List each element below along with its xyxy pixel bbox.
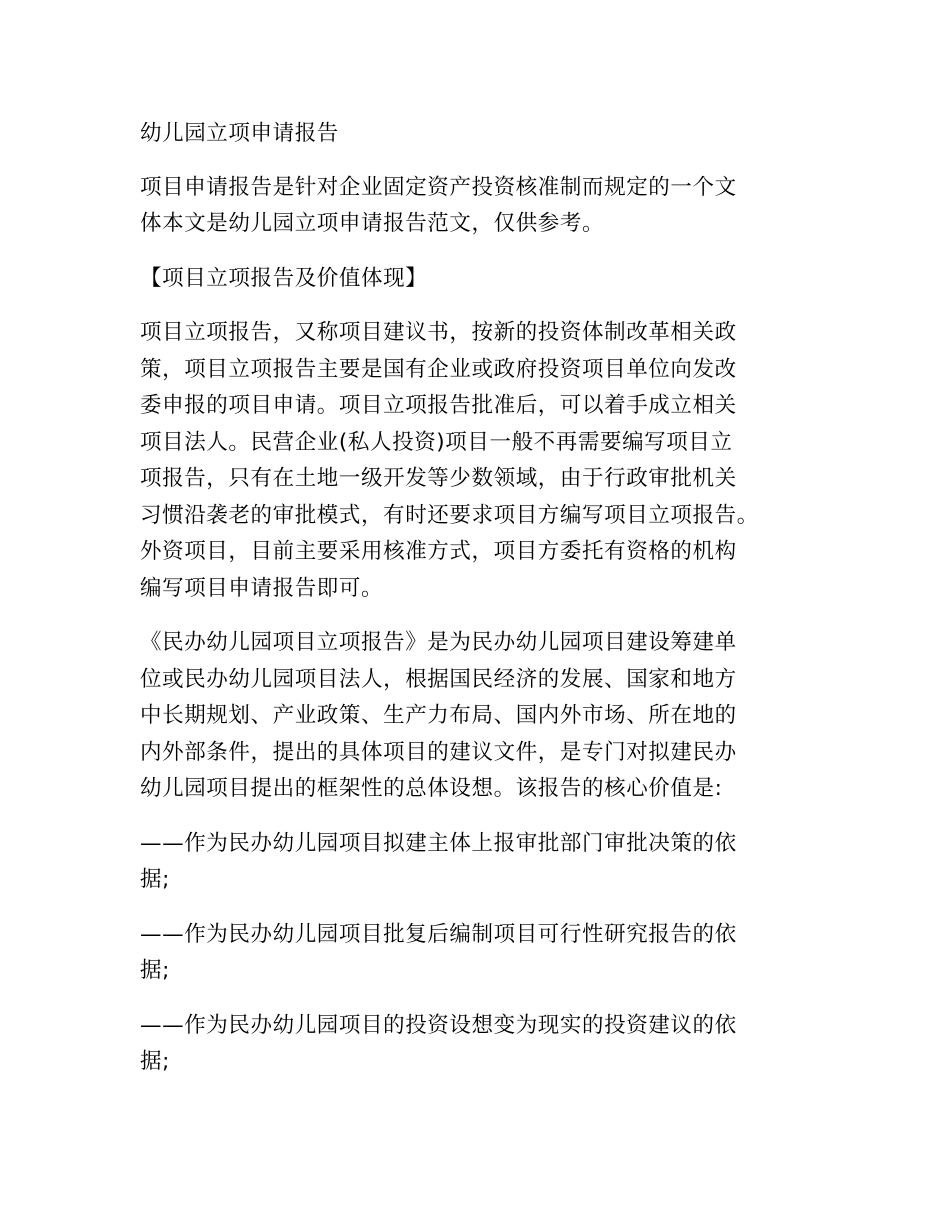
body-paragraph: 项目立项报告，又称项目建议书，按新的投资体制改革相关政 策，项目立项报告主要是国有企业或政府投资项目单位向发改 委申报的项目申请。项目立项报告批准后，可以着手成立相关 项目法人。民营企业(私人投资)项目一般不再需要编写项目立 项报告，只有在土地一级开发等少数领域，由于行政审批机关 习惯沿袭老的审批模式，有时还要求项目方编写项目立项报告。 外资项目，目前主要采用核准方式，项目方委托有资格的机构 编写项目申请报告即可。 (140, 320, 759, 601)
document-title: 幼儿园立项申请报告 (140, 121, 339, 146)
list-item: ——作为民办幼儿园项目的投资设想变为现实的投资建议的依 据; (140, 1012, 737, 1074)
section-heading: 【项目立项报告及价值体现】 (140, 265, 428, 291)
document-page (140, 116, 810, 1081)
list-item: ——作为民办幼儿园项目批复后编制项目可行性研究报告的依 据; (140, 921, 737, 983)
list-item: ——作为民办幼儿园项目拟建主体上报审批部门审批决策的依 据; (140, 830, 737, 892)
intro-paragraph: 项目申请报告是针对企业固定资产投资核准制而规定的一个文 体本文是幼儿园立项申请报告范文，仅供参考。 (140, 174, 737, 236)
body-paragraph: 《民办幼儿园项目立项报告》是为民办幼儿园项目建设筹建单 位或民办幼儿园项目法人，根据国民经济的发展、国家和地方 中长期规划、产业政策、生产力布局、国内外市场、所在地的 内外部条件，提出的具体项目的建议文件，是专门对拟建民办 幼儿园项目提出的框架性的总体设想。该报告的核心价值是: (140, 630, 737, 801)
